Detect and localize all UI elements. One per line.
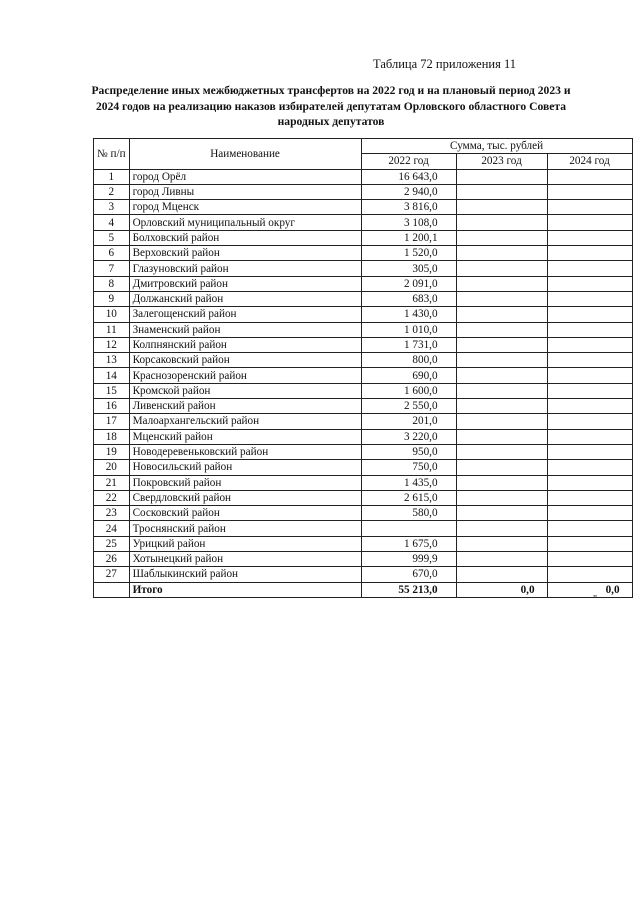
row-value-2024 xyxy=(547,337,632,352)
row-value-2022: 1 010,0 xyxy=(361,322,456,337)
row-value-2022: 683,0 xyxy=(361,291,456,306)
row-value-2022: 3 108,0 xyxy=(361,215,456,230)
row-value-2024 xyxy=(547,460,632,475)
row-value-2022: 950,0 xyxy=(361,444,456,459)
row-value-2022: 670,0 xyxy=(361,567,456,582)
row-name: Болховский район xyxy=(129,230,361,245)
row-value-2022: 2 615,0 xyxy=(361,490,456,505)
row-number: 27 xyxy=(94,567,130,582)
total-row xyxy=(94,582,633,597)
row-value-2023 xyxy=(456,337,547,352)
row-number: 10 xyxy=(94,307,130,322)
row-value-2022: 1 520,0 xyxy=(361,246,456,261)
row-number: 13 xyxy=(94,353,130,368)
total-value-2023: 0,0 xyxy=(456,582,547,597)
row-number: 20 xyxy=(94,460,130,475)
row-name: город Мценск xyxy=(129,200,361,215)
row-value-2023 xyxy=(456,307,547,322)
row-value-2023 xyxy=(456,230,547,245)
table-row xyxy=(94,521,633,536)
table-row xyxy=(94,276,633,291)
row-value-2023 xyxy=(456,246,547,261)
table-row xyxy=(94,368,633,383)
row-name: Дмитровский район xyxy=(129,276,361,291)
row-value-2022: 690,0 xyxy=(361,368,456,383)
row-value-2022: 3 816,0 xyxy=(361,200,456,215)
row-number: 25 xyxy=(94,536,130,551)
row-value-2024 xyxy=(547,200,632,215)
row-value-2024 xyxy=(547,552,632,567)
row-value-2024 xyxy=(547,490,632,505)
row-value-2024 xyxy=(547,291,632,306)
row-name: Урицкий район xyxy=(129,536,361,551)
row-name: Орловский муниципальный округ xyxy=(129,215,361,230)
row-name: Глазуновский район xyxy=(129,261,361,276)
row-value-2022: 999,9 xyxy=(361,552,456,567)
row-value-2023 xyxy=(456,506,547,521)
row-value-2024 xyxy=(547,414,632,429)
row-value-2024 xyxy=(547,230,632,245)
table-body xyxy=(94,169,633,597)
row-name: Корсаковский район xyxy=(129,353,361,368)
table-row xyxy=(94,215,633,230)
row-number: 1 xyxy=(94,169,130,184)
row-value-2024 xyxy=(547,521,632,536)
row-number: 17 xyxy=(94,414,130,429)
row-value-2024 xyxy=(547,322,632,337)
row-name: Залегощенский район xyxy=(129,307,361,322)
row-value-2023 xyxy=(456,215,547,230)
total-label: Итого xyxy=(129,582,361,597)
row-name: Хотынецкий район xyxy=(129,552,361,567)
row-value-2022: 201,0 xyxy=(361,414,456,429)
row-number: 18 xyxy=(94,429,130,444)
row-name: Свердловский район xyxy=(129,490,361,505)
row-value-2022: 580,0 xyxy=(361,506,456,521)
row-value-2022: 2 091,0 xyxy=(361,276,456,291)
total-value-2024: 0,0 xyxy=(547,582,632,597)
row-number: 19 xyxy=(94,444,130,459)
row-name: Знаменский район xyxy=(129,322,361,337)
header-name: Наименование xyxy=(129,139,361,170)
table-row xyxy=(94,444,633,459)
table-caption: Таблица 72 приложения 11 xyxy=(373,57,516,71)
row-value-2023 xyxy=(456,429,547,444)
row-number: 24 xyxy=(94,521,130,536)
row-number: 26 xyxy=(94,552,130,567)
row-number: 16 xyxy=(94,399,130,414)
row-value-2023 xyxy=(456,169,547,184)
row-value-2022: 16 643,0 xyxy=(361,169,456,184)
header-2024: 2024 год xyxy=(547,154,632,169)
row-value-2022: 800,0 xyxy=(361,353,456,368)
row-name: Покровский район xyxy=(129,475,361,490)
row-value-2022: 1 731,0 xyxy=(361,337,456,352)
row-name: город Орёл xyxy=(129,169,361,184)
row-value-2023 xyxy=(456,261,547,276)
row-value-2023 xyxy=(456,184,547,199)
transfers-table xyxy=(93,138,633,598)
row-value-2022: 3 220,0 xyxy=(361,429,456,444)
row-number: 7 xyxy=(94,261,130,276)
row-name: Должанский район xyxy=(129,291,361,306)
row-value-2024 xyxy=(547,383,632,398)
row-value-2024 xyxy=(547,307,632,322)
row-value-2023 xyxy=(456,399,547,414)
row-number: 14 xyxy=(94,368,130,383)
row-value-2023 xyxy=(456,414,547,429)
row-value-2022: 305,0 xyxy=(361,261,456,276)
row-value-2023 xyxy=(456,368,547,383)
row-name: Шаблыкинский район xyxy=(129,567,361,582)
table-row xyxy=(94,169,633,184)
row-value-2024 xyxy=(547,444,632,459)
table-row xyxy=(94,383,633,398)
table-row xyxy=(94,261,633,276)
table-row xyxy=(94,506,633,521)
row-number: 2 xyxy=(94,184,130,199)
row-value-2024 xyxy=(547,429,632,444)
row-name: город Ливны xyxy=(129,184,361,199)
row-value-2023 xyxy=(456,552,547,567)
row-value-2024 xyxy=(547,536,632,551)
row-number: 12 xyxy=(94,337,130,352)
table-row xyxy=(94,307,633,322)
table-row xyxy=(94,230,633,245)
row-value-2023 xyxy=(456,322,547,337)
row-name: Верховский район xyxy=(129,246,361,261)
table-row xyxy=(94,399,633,414)
row-value-2024 xyxy=(547,475,632,490)
row-number: 21 xyxy=(94,475,130,490)
row-value-2023 xyxy=(456,521,547,536)
header-2022: 2022 год xyxy=(361,154,456,169)
row-value-2022: 750,0 xyxy=(361,460,456,475)
row-number: 11 xyxy=(94,322,130,337)
closing-quote-mark: " xyxy=(593,594,598,605)
table-row xyxy=(94,567,633,582)
table-row xyxy=(94,414,633,429)
row-number: 15 xyxy=(94,383,130,398)
row-number: 6 xyxy=(94,246,130,261)
table-row xyxy=(94,184,633,199)
row-number: 8 xyxy=(94,276,130,291)
row-number: 23 xyxy=(94,506,130,521)
table-row xyxy=(94,490,633,505)
row-value-2022: 1 200,1 xyxy=(361,230,456,245)
table-row xyxy=(94,337,633,352)
table-row xyxy=(94,246,633,261)
row-name: Малоархангельский район xyxy=(129,414,361,429)
table-row xyxy=(94,552,633,567)
header-number: № п/п xyxy=(94,139,130,170)
row-number: 22 xyxy=(94,490,130,505)
row-value-2023 xyxy=(456,200,547,215)
table-row xyxy=(94,322,633,337)
table-row xyxy=(94,353,633,368)
table-row xyxy=(94,200,633,215)
row-value-2023 xyxy=(456,353,547,368)
row-value-2023 xyxy=(456,460,547,475)
header-2023: 2023 год xyxy=(456,154,547,169)
row-value-2023 xyxy=(456,490,547,505)
row-value-2024 xyxy=(547,184,632,199)
row-value-2022: 2 940,0 xyxy=(361,184,456,199)
row-value-2023 xyxy=(456,444,547,459)
row-value-2022: 1 600,0 xyxy=(361,383,456,398)
row-value-2024 xyxy=(547,261,632,276)
table-row xyxy=(94,536,633,551)
row-value-2023 xyxy=(456,536,547,551)
total-value-2022: 55 213,0 xyxy=(361,582,456,597)
table-row xyxy=(94,475,633,490)
row-value-2024 xyxy=(547,246,632,261)
row-number: 3 xyxy=(94,200,130,215)
row-name: Новодеревеньковский район xyxy=(129,444,361,459)
table-row xyxy=(94,291,633,306)
row-name: Краснозоренский район xyxy=(129,368,361,383)
row-value-2022: 1 435,0 xyxy=(361,475,456,490)
table-row xyxy=(94,429,633,444)
row-value-2022 xyxy=(361,521,456,536)
row-number: 9 xyxy=(94,291,130,306)
document-title: Распределение иных межбюджетных трансфертов на 2022 год и на плановый период 2023 и 2024 годов на реализацию наказов избирателей депутатам Орловского областного Совета народных депутатов xyxy=(91,84,571,128)
row-value-2024 xyxy=(547,215,632,230)
row-value-2022: 2 550,0 xyxy=(361,399,456,414)
row-name: Ливенский район xyxy=(129,399,361,414)
row-value-2022: 1 675,0 xyxy=(361,536,456,551)
row-name: Троснянский район xyxy=(129,521,361,536)
row-value-2024 xyxy=(547,506,632,521)
table-row xyxy=(94,460,633,475)
row-value-2023 xyxy=(456,567,547,582)
row-value-2024 xyxy=(547,567,632,582)
total-number-cell xyxy=(94,582,130,597)
row-value-2024 xyxy=(547,368,632,383)
row-number: 4 xyxy=(94,215,130,230)
row-value-2024 xyxy=(547,276,632,291)
row-value-2023 xyxy=(456,291,547,306)
row-name: Колпнянский район xyxy=(129,337,361,352)
row-name: Новосильский район xyxy=(129,460,361,475)
header-sum: Сумма, тыс. рублей xyxy=(361,139,632,154)
row-value-2024 xyxy=(547,399,632,414)
row-name: Сосковский район xyxy=(129,506,361,521)
row-value-2023 xyxy=(456,276,547,291)
row-value-2023 xyxy=(456,475,547,490)
row-value-2024 xyxy=(547,169,632,184)
row-number: 5 xyxy=(94,230,130,245)
row-name: Кромской район xyxy=(129,383,361,398)
row-value-2024 xyxy=(547,353,632,368)
row-value-2022: 1 430,0 xyxy=(361,307,456,322)
row-name: Мценский район xyxy=(129,429,361,444)
row-value-2023 xyxy=(456,383,547,398)
